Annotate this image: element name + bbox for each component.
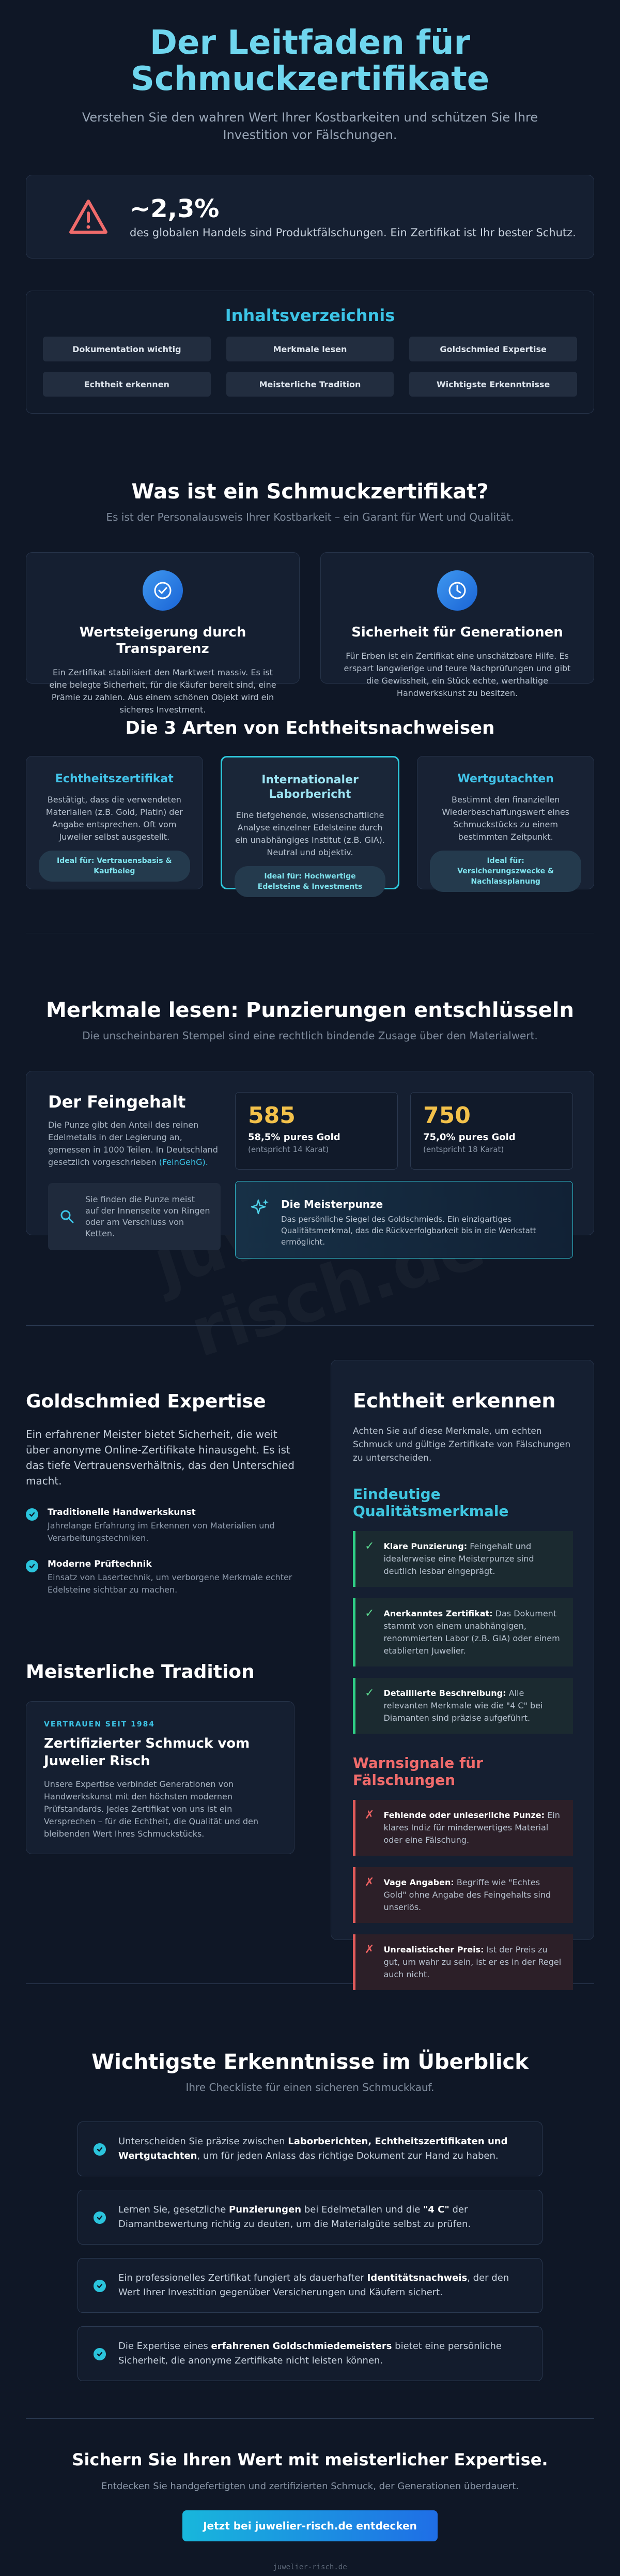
check-badge-icon bbox=[143, 570, 183, 611]
check-circle-icon bbox=[94, 2348, 106, 2360]
quality-item: ✓ Anerkanntes Zertifikat: Das Dokument stammt von einem unabhängigen, renommierten Labor (z.B. GIA) oder einem etablierten Juwelier. bbox=[353, 1598, 573, 1666]
cta-title: Sichern Sie Ihren Wert mit meisterlicher Expertise. bbox=[72, 2450, 548, 2469]
warning-item: ✗ Fehlende oder unleserliche Punze: Ein klares Indiz für minderwertiges Material oder eine Fälschung. bbox=[353, 1800, 573, 1856]
hallmark-hint-text: Sie finden die Punze meist auf der Innenseite von Ringen oder am Verschluss von Ketten. bbox=[85, 1194, 210, 1238]
feature-craft: Traditionelle Handwerkskunst Jahrelange Erfahrung im Erkennen von Materialien und Verarbeitungstechniken. bbox=[26, 1507, 295, 1544]
expertise-title: Goldschmied Expertise bbox=[26, 1391, 266, 1412]
check-circle-icon bbox=[94, 2143, 106, 2156]
type-card-text: Bestätigt, dass die verwendeten Materialien (z.B. Gold, Platin) der Angabe entsprechen. Oft vom Juwelier selbst ausgestellt. bbox=[45, 795, 183, 842]
toc-item-expertise[interactable]: Goldschmied Expertise bbox=[409, 337, 577, 361]
tradition-title: Meisterliche Tradition bbox=[26, 1661, 255, 1683]
type-card-lab-report bbox=[221, 756, 400, 889]
section-title-punz: Merkmale lesen: Punzierungen entschlüsseln bbox=[46, 998, 574, 1022]
type-card-pill: Ideal für: Versicherungszwecke & Nachlassplanung bbox=[430, 851, 581, 892]
security-card-text: Für Erben ist ein Zertifikat eine unschätzbare Hilfe. Es erspart langwierige und teure Nachprüfungen und gibt die Gewissheit, ein Stück echte, werthaltige Handwerkskunst zu besitzen. bbox=[344, 651, 571, 698]
security-card bbox=[320, 552, 594, 698]
tradition-card bbox=[26, 1701, 295, 1854]
takeaway-item: Unterscheiden Sie präzise zwischen Laborberichten, Echtheitszertifikaten und Wertgutachten, um für jeden Anlass das richtige Dokument zur Hand zu haben. bbox=[78, 2122, 542, 2176]
master-hallmark-title: Die Meisterpunze bbox=[281, 1198, 383, 1210]
stat-box bbox=[26, 175, 594, 259]
type-card-title: Internationaler Laborbericht bbox=[261, 774, 359, 801]
toc-title: Inhaltsverzeichnis bbox=[225, 306, 395, 325]
warning-title: Warnsignale für Fälschungen bbox=[353, 1754, 483, 1789]
takeaway-item: Die Expertise eines erfahrenen Goldschmiedemeisters bietet eine persönliche Sicherheit, die anonyme Zertifikate nicht leisten können. bbox=[78, 2326, 542, 2381]
check-circle-icon bbox=[94, 2280, 106, 2292]
page-title: Der Leitfaden für Schmuckzertifikate bbox=[130, 24, 490, 98]
cta-text: Entdecken Sie handgefertigten und zertifizierten Schmuck, der Generationen überdauert. bbox=[101, 2481, 519, 2492]
type-card-appraisal bbox=[417, 756, 594, 889]
authenticity-lead: Achten Sie auf diese Merkmale, um echten Schmuck und gültige Zertifikate von Fälschungen zu unterscheiden. bbox=[353, 1426, 571, 1463]
footer: juwelier-risch.de bbox=[273, 2563, 347, 2571]
tradition-card-title: Zertifizierter Schmuck vom Juwelier Risch bbox=[44, 1736, 250, 1769]
toc-item-features[interactable]: Merkmale lesen bbox=[226, 337, 394, 361]
check-icon: ✓ bbox=[365, 1607, 375, 1620]
toc-item-tradition[interactable]: Meisterliche Tradition bbox=[226, 372, 394, 397]
type-card-title: Echtheitszertifikat bbox=[55, 772, 174, 785]
expertise-lead: Ein erfahrener Meister bietet Sicherheit, die weit über anonyme Online-Zertifikate hinausgeht. Es ist das tiefe Vertrauensverhältnis, das den Unterschied macht. bbox=[26, 1428, 295, 1487]
quality-title: Eindeutige Qualitätsmerkmale bbox=[353, 1486, 509, 1520]
authenticity-title: Echtheit erkennen bbox=[353, 1389, 556, 1412]
check-circle-icon bbox=[94, 2211, 106, 2224]
check-icon: ✓ bbox=[365, 1687, 375, 1700]
authenticity-panel bbox=[331, 1360, 594, 1979]
toc-item-documentation[interactable]: Dokumentation wichtig bbox=[43, 337, 211, 361]
check-circle-icon bbox=[26, 1560, 38, 1572]
tradition-tag: VERTRAUEN SEIT 1984 bbox=[44, 1720, 156, 1729]
quality-item: ✓ Klare Punzierung: Feingehalt und idealerweise eine Meisterpunze sind deutlich lesbar eingeprägt. bbox=[353, 1531, 573, 1587]
check-icon: ✓ bbox=[365, 1540, 375, 1553]
security-card-title: Sicherheit für Generationen bbox=[351, 625, 563, 640]
toc-item-authenticity[interactable]: Echtheit erkennen bbox=[43, 372, 211, 397]
cross-icon: ✗ bbox=[365, 1876, 375, 1889]
page-subtitle: Verstehen Sie den wahren Wert Ihrer Kostbarkeiten und schützen Sie Ihre Investition vor Fälschungen. bbox=[82, 110, 538, 142]
value-card-text: Ein Zertifikat stabilisiert den Marktwert massiv. Es ist eine belegte Sicherheit, für die Käufer bereit sind, eine Prämie zu zahlen. Aus einem schönen Objekt wird ein sicheres Investment. bbox=[49, 668, 276, 715]
fineness-text: Die Punze gibt den Anteil des reinen Edelmetalls in der Legierung an, gemessen in 1000 Teilen. In Deutschland gesetzlich vorgeschrieben (FeinGehG). bbox=[48, 1120, 218, 1167]
search-icon bbox=[59, 1209, 75, 1224]
fineness-585: 585 58,5% pures Gold (entspricht 14 Karat) bbox=[235, 1092, 398, 1170]
warning-item: ✗ Vage Angaben: Begriffe wie "Echtes Gold" ohne Angabe des Feingehalts sind unseriös. bbox=[353, 1867, 573, 1923]
tradition-card-text: Unsere Expertise verbindet Generationen von Handwerkskunst mit den höchsten modernen Prüfstandards. Jedes Zertifikat von uns ist ein Versprechen – für die Echtheit, die Qualität und den bleibenden Wert Ihres Schmuckstücks. bbox=[44, 1779, 259, 1839]
master-hallmark-text: Das persönliche Siegel des Goldschmieds. Ein einzigartiges Qualitätsmerkmal, das die Rückverfolgbarkeit bis in die Werkstatt ermöglicht. bbox=[281, 1215, 536, 1247]
section-title-what: Was ist ein Schmuckzertifikat? bbox=[131, 480, 489, 504]
sparkle-icon bbox=[250, 1198, 270, 1218]
type-card-text: Bestimmt den finanziellen Wiederbeschaffungswert eines Schmuckstücks zu einem bestimmten Zeitpunkt. bbox=[442, 795, 570, 842]
cross-icon: ✗ bbox=[365, 1943, 375, 1956]
takeaway-item: Ein professionelles Zertifikat fungiert als dauerhafter Identitätsnachweis, der den Wert Ihrer Investition gegenüber Versicherungen und Käufern sichert. bbox=[78, 2258, 542, 2313]
master-hallmark bbox=[235, 1181, 573, 1259]
hero bbox=[26, 0, 594, 144]
type-card-title: Wertgutachten bbox=[457, 772, 554, 785]
stat-text: des globalen Handels sind Produktfälschungen. Ein Zertifikat ist Ihr bester Schutz. bbox=[130, 226, 576, 239]
type-card-authenticity bbox=[26, 756, 203, 889]
type-card-text: Eine tiefgehende, wissenschaftliche Analyse einzelner Edelsteine durch ein unabhängiges Institut (z.B. GIA). Neutral und objektiv. bbox=[235, 810, 385, 857]
table-of-contents bbox=[26, 291, 594, 414]
hallmark-hint bbox=[48, 1183, 221, 1250]
toc-item-takeaways[interactable]: Wichtigste Erkenntnisse bbox=[409, 372, 577, 397]
quality-item: ✓ Detaillierte Beschreibung: Alle relevanten Merkmale wie die "4 C" bei Diamanten sind präzise aufgeführt. bbox=[353, 1678, 573, 1734]
cta-button[interactable]: Jetzt bei juwelier-risch.de entdecken bbox=[182, 2510, 438, 2541]
section-subtitle-punz: Die unscheinbaren Stempel sind eine rechtlich bindende Zusage über den Materialwert. bbox=[82, 1029, 538, 1042]
value-card-title: Wertsteigerung durch Transparenz bbox=[79, 625, 246, 657]
takeaways-title: Wichtigste Erkenntnisse im Überblick bbox=[91, 2050, 529, 2074]
fineness-750: 750 75,0% pures Gold (entspricht 18 Karat) bbox=[410, 1092, 573, 1170]
warning-triangle-icon bbox=[68, 198, 109, 235]
stat-number: ~2,3% bbox=[130, 194, 220, 223]
value-card bbox=[26, 552, 300, 715]
takeaway-item: Lernen Sie, gesetzliche Punzierungen bei Edelmetallen und die "4 C" der Diamantbewertung richtig zu deuten, um die Materialgüte selbst zu prüfen. bbox=[78, 2190, 542, 2245]
types-title: Die 3 Arten von Echtheitsnachweisen bbox=[125, 718, 495, 738]
type-card-pill: Ideal für: Vertrauensbasis & Kaufbeleg bbox=[39, 851, 190, 882]
feature-testing: Moderne Prüftechnik Einsatz von Lasertechnik, um verborgene Merkmale echter Edelsteine sichtbar zu machen. bbox=[26, 1559, 295, 1596]
cta-section bbox=[26, 2450, 594, 2541]
hallmark-box bbox=[26, 1071, 594, 1247]
cross-icon: ✗ bbox=[365, 1809, 375, 1822]
type-card-pill: Ideal für: Hochwertige Edelsteine & Investments bbox=[235, 866, 386, 897]
warning-item: ✗ Unrealistischer Preis: Ist der Preis zu gut, um wahr zu sein, ist er es in der Regel auch nicht. bbox=[353, 1934, 573, 1990]
fineness-title: Der Feingehalt bbox=[48, 1092, 186, 1112]
takeaways-subtitle: Ihre Checkliste für einen sicheren Schmuckkauf. bbox=[185, 2081, 435, 2094]
divider bbox=[26, 1325, 594, 1326]
check-circle-icon bbox=[26, 1508, 38, 1521]
clock-icon bbox=[437, 570, 477, 611]
section-subtitle-what: Es ist der Personalausweis Ihrer Kostbarkeit – ein Garant für Wert und Qualität. bbox=[106, 511, 514, 523]
